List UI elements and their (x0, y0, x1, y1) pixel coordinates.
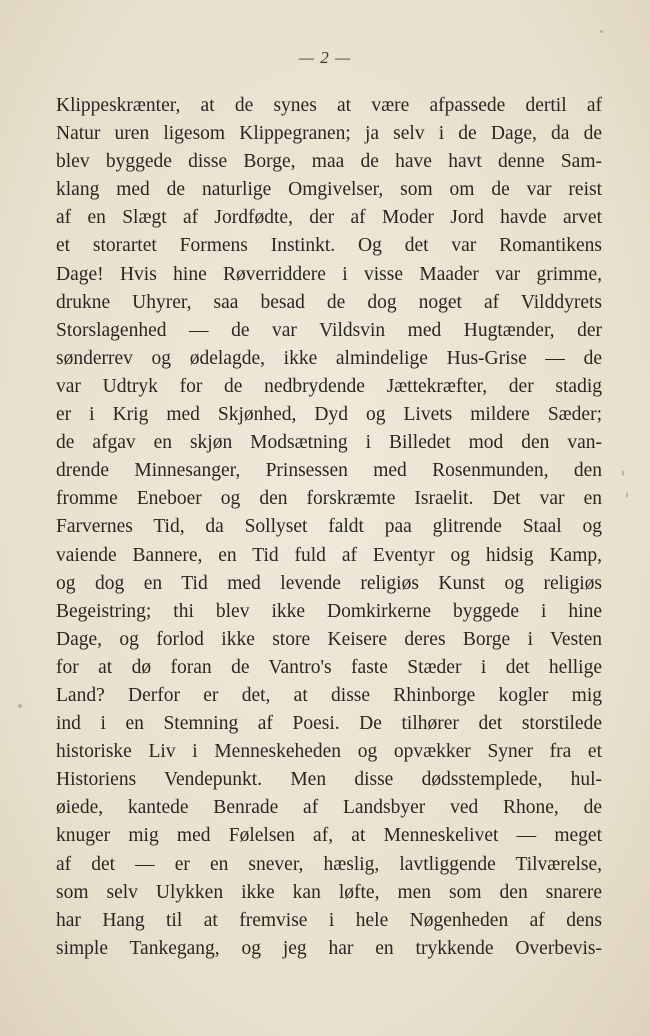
text-line: drukne Uhyrer, saa besad de dog noget af Vilddyrets (56, 291, 602, 313)
text-line: et storartet Formens Instinkt. Og det var Romantikens (56, 235, 602, 257)
paper-speck (626, 492, 628, 498)
text-line: Storslagenhed — de var Vildsvin med Hugtænder, der (56, 319, 602, 341)
text-line: har Hang til at fremvise i hele Nøgenheden af dens (56, 909, 602, 931)
text-line: simple Tankegang, og jeg har en trykkende Overbevis- (56, 937, 602, 959)
text-line: for at dø foran de Vantro's faste Stæder i det hellige (56, 656, 602, 678)
text-line: Natur uren ligesom Klippegranen; ja selv i de Dage, da de (56, 123, 602, 145)
text-line: af det — er en snever, hæslig, lavtliggende Tilværelse, (56, 853, 602, 875)
text-line: Klippeskrænter, at de synes at være afpassede dertil af (56, 95, 602, 116)
text-line: Farvernes Tid, da Sollyset faldt paa glitrende Staal og (56, 516, 602, 538)
text-line: sønderrev og ødelagde, ikke almindelige Hus-Grise — de (56, 347, 602, 369)
text-line: klang med de naturlige Omgivelser, som om de var reist (56, 179, 602, 201)
text-line: vaiende Bannere, en Tid fuld af Eventyr og hidsig Kamp, (56, 544, 602, 566)
text-line: drende Minnesanger, Prinsessen med Rosenmunden, den (56, 460, 602, 482)
paper-speck (18, 704, 22, 708)
text-line: Historiens Vendepunkt. Men disse dødsstemplede, hul- (56, 769, 602, 791)
text-line: fromme Eneboer og den forskræmte Israelit. Det var en (56, 488, 602, 510)
page-number: — 2 — (298, 48, 352, 67)
text-line: var Udtryk for de nedbrydende Jættekræfter, der stadig (56, 375, 602, 397)
body-text (56, 92, 602, 963)
text-line: er i Krig med Skjønhed, Dyd og Livets mildere Sæder; (56, 404, 602, 426)
text-line: de afgav en skjøn Modsætning i Billedet mod den van- (56, 432, 602, 454)
text-line: Dage, og forlod ikke store Keisere deres Borge i Vesten (56, 628, 602, 650)
text-line: Land? Derfor er det, at disse Rhinborge kogler mig (56, 684, 602, 706)
text-line: blev byggede disse Borge, maa de have havt denne Sam- (56, 151, 602, 173)
text-line: knuger mig med Følelsen af, at Menneskelivet — meget (56, 825, 602, 847)
text-line: Dage! Hvis hine Røverriddere i visse Maader var grimme, (56, 263, 602, 285)
text-line: øiede, kantede Benrade af Landsbyer ved Rhone, de (56, 797, 602, 819)
paper-speck (622, 470, 624, 476)
text-line: af en Slægt af Jordfødte, der af Moder Jord havde arvet (56, 207, 602, 229)
text-line: historiske Liv i Menneskeheden og opvækker Syner fra et (56, 741, 602, 763)
text-line: ind i en Stemning af Poesi. De tilhører det storstilede (56, 713, 602, 735)
paper-speck (600, 30, 603, 33)
text-line: og dog en Tid med levende religiøs Kunst og religiøs (56, 572, 602, 594)
text-line: Begeistring; thi blev ikke Domkirkerne byggede i hine (56, 600, 602, 622)
text-line: som selv Ulykken ikke kan løfte, men som den snarere (56, 881, 602, 903)
